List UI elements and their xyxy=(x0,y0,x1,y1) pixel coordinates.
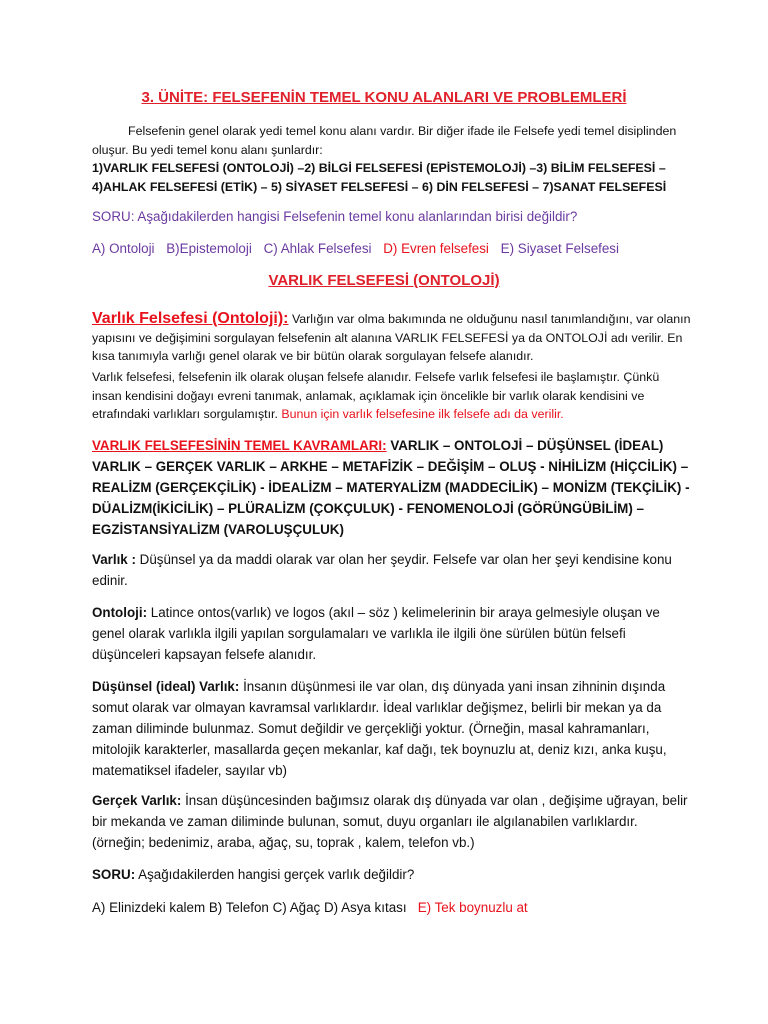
intro-paragraph: Felsefenin genel olarak yedi temel konu alanı vardır. Bir diğer ifade ile Felsefe yedi temel disiplinden oluşur. Bu yedi temel konu alanı şunlardır: xyxy=(92,124,677,157)
concepts-paragraph xyxy=(92,435,692,540)
question-2-text: Aşağıdakilerden hangisi gerçek varlık değildir? xyxy=(135,867,415,882)
option-b: B)Epistemoloji xyxy=(166,241,252,256)
question-2-label: SORU: xyxy=(92,867,136,882)
option-d-answer: D) Evren felsefesi xyxy=(383,241,489,256)
definition-text: İnsanın düşünmesi ile var olan, dış dünyada yani insan zihninin dışında somut olarak var olmayan kavramsal varlıklardır. İdeal varlıklar değişmez, belirli bir mekan ya da zaman diliminde bulunmaz. Somut değildir ve gerçekliği yoktur. (Örneğin, masal kahramanları, mitolojik karakterler, masallarda geçen mekanlar, kaf dağı, tek boynuzlu at, deniz kızı, anka kuşu, matematiksel ifadeler, sayılar vb) xyxy=(92,679,667,778)
ontology-text: Varlığın var olma bakımında ne olduğunu nasıl tanımlandığını, var olanın yapısını ve değişimini sorgulayan felsefenin alt alanına VARLIK FELSEFESİ ya da ONTOLOJİ adı verilir. En kısa tanımıyla varlığı genel olarak ve bir bütün olarak sorgulayan felsefe alanıdır. xyxy=(92,312,691,363)
term-varlik: Varlık : xyxy=(92,552,136,567)
topic-list: 1)VARLIK FELSEFESİ (ONTOLOJİ) –2) BİLGİ FELSEFESİ (EPİSTEMOLOJİ) –3) BİLİM FELSEFESİ – 4)AHLAK FELSEFESİ (ETİK) – 5) SİYASET FELSEFESİ – 6) DİN FELSEFESİ – 7)SANAT FELSEFESİ xyxy=(92,161,667,194)
ontology-text-2: Varlık felsefesi, felsefenin ilk olarak oluşan felsefe alanıdır. Felsefe varlık felsefesi ile başlamıştır. Çünkü insan kendisini doğayı evreni tanımak, anlamak, açıklamak için öncelikle bir varlık olarak kendisini ve etrafındaki varlıkları sorgulamıştır. xyxy=(92,370,660,421)
definition-gercek-varlik xyxy=(92,790,692,853)
question-2-options-text: A) Elinizdeki kalem B) Telefon C) Ağaç D) Asya kıtası xyxy=(92,900,407,915)
term-dusunsel-varlik: Düşünsel (ideal) Varlık: xyxy=(92,679,240,694)
ontology-highlight: Bunun için varlık felsefesine ilk felsefe adı da verilir. xyxy=(281,407,564,421)
definition-text: İnsan düşüncesinden bağımsız olarak dış dünyada var olan , değişime uğrayan, belir bir mekanda ve zaman diliminde bulunan, somut, duyu organları ile algılanabilen varlıklardır. (örneğin; bedenimiz, araba, ağaç, su, toprak , kalem, telefon vb.) xyxy=(92,793,688,850)
concepts-text: VARLIK – ONTOLOJİ – DÜŞÜNSEL (İDEAL) VARLIK – GERÇEK VARLIK – ARKHE – METAFİZİK – DEĞİŞİM – OLUŞ - NİHİLİZM (HİÇCİLİK) – REALİZM (GERÇEKÇİLİK) - İDEALİZM – MATERYALİZM (MADDECİLİK) – MONİZM (TEKÇİLİK) - DÜALİZM(İKİCİLİK) – PLÜRALİZM (ÇOKÇULUK) - FENOMENOLOJİ (GÖRÜNGÜBİLİM) – EGZİSTANSİYALİZM (VAROLUŞÇULUK) xyxy=(92,438,690,537)
definition-text: Düşünsel ya da maddi olarak var olan her şeydir. Felsefe var olan her şeyi kendisine konu edinir. xyxy=(92,552,672,588)
ontology-definition xyxy=(92,310,692,366)
option-a: A) Ontoloji xyxy=(92,241,155,256)
definition-dusunsel-varlik xyxy=(92,676,692,781)
question-2-answer: E) Tek boynuzlu at xyxy=(417,900,528,915)
page-title: 3. ÜNİTE: FELSEFENİN TEMEL KONU ALANLARI VE PROBLEMLERİ xyxy=(141,89,627,106)
question-1: SORU: Aşağıdakilerden hangisi Felsefenin temel konu alanlarından birisi değildir? xyxy=(92,209,578,224)
question-1-options xyxy=(92,238,692,259)
term-ontoloji: Ontoloji: xyxy=(92,605,148,620)
definition-text: Latince ontos(varlık) ve logos (akıl – söz ) kelimelerinin bir araya gelmesiyle oluşan ve genel olarak varlıkla ilgili yapılan sorgulamaları ve varlıkla ile ilgili öne sürülen bütün felsefi düşünceleri kapsayan felsefe alanıdır. xyxy=(92,605,660,662)
option-c: C) Ahlak Felsefesi xyxy=(263,241,372,256)
definition-varlik xyxy=(92,549,692,591)
term-gercek-varlik: Gerçek Varlık: xyxy=(92,793,182,808)
option-e: E) Siyaset Felsefesi xyxy=(500,241,619,256)
concepts-heading: VARLIK FELSEFESİNİN TEMEL KAVRAMLARI: xyxy=(92,438,387,453)
definition-ontoloji xyxy=(92,602,692,665)
question-2-options xyxy=(92,897,692,918)
ontology-paragraph-2 xyxy=(92,368,692,424)
question-2 xyxy=(92,864,692,885)
section-title: VARLIK FELSEFESİ (ONTOLOJİ) xyxy=(268,272,500,289)
ontology-heading: Varlık Felsefesi (Ontoloji): xyxy=(92,310,289,327)
